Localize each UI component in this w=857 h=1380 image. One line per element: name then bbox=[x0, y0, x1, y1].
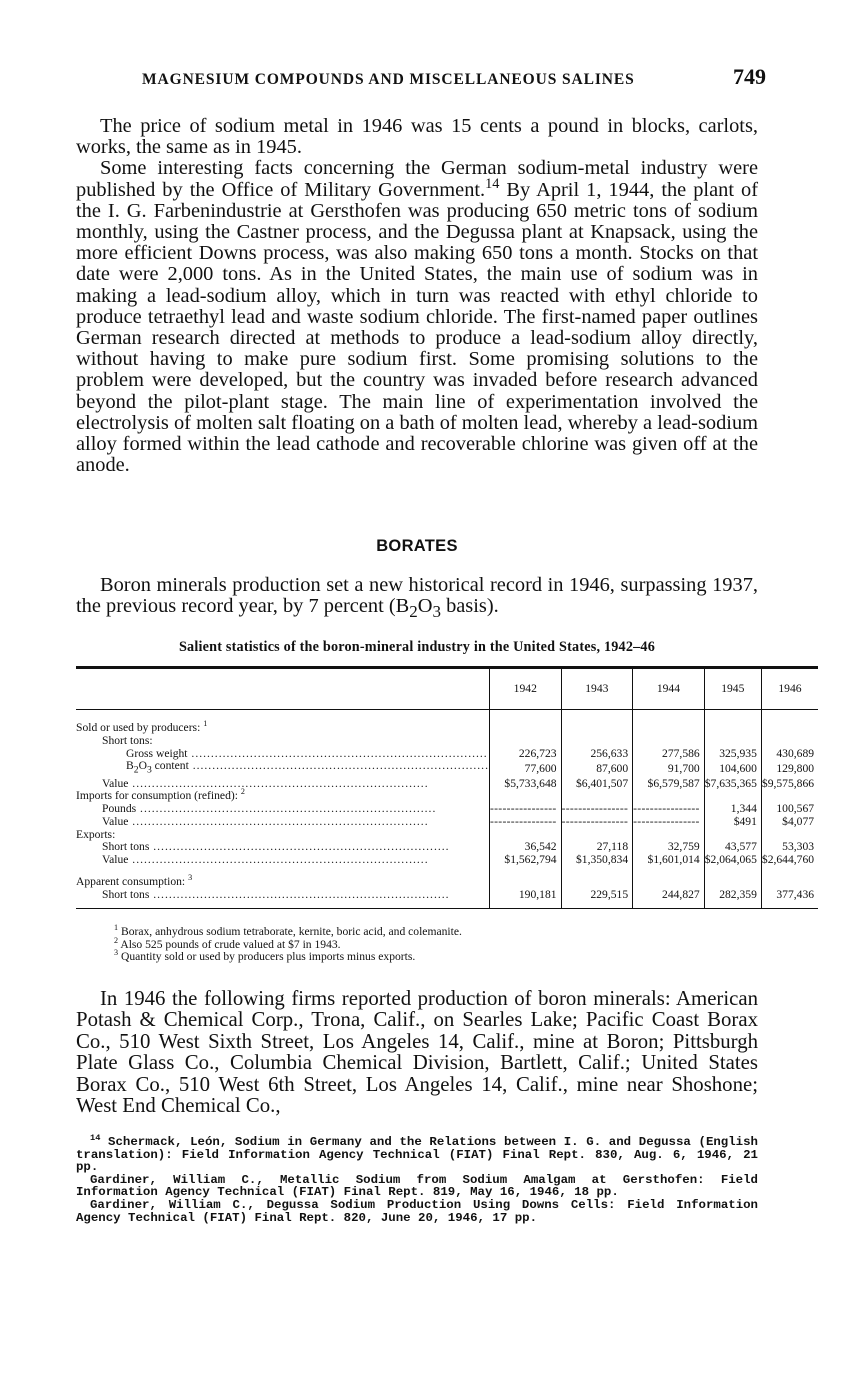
formula-o: O bbox=[417, 595, 433, 618]
table-cell: $491 bbox=[704, 816, 761, 829]
table-cell: 43,577 bbox=[704, 841, 761, 854]
table-cell-empty bbox=[633, 816, 705, 829]
table-row bbox=[76, 816, 818, 829]
table-cell: 36,542 bbox=[489, 841, 561, 854]
table-cell-empty bbox=[489, 803, 561, 816]
footnote-14: $^{14}$ Schermack, León, Sodium in Germany and the Relations between I. G. and Degussa (English translation): Field Information Agency Technical (FIAT) Final Rept. 830, Aug. 6, 1946, 21 pp. bbox=[76, 1132, 758, 1175]
paragraph-boron-firms: In 1946 the following firms reported production of boron minerals: American Potash & Chemical Corp., Trona, Calif., on Searles Lake; Pacific Coast Borax Co., 510 West Sixth Street, Los Angeles 14, Calif., mine at Boron; Pittsburgh Plate Glass Co., Columbia Chemical Division, Bartlett, Calif.; United States Borax Co., 510 West 6th Street, Los Angeles 14, Calif., mine near Shoshone; West End Chemical Co., bbox=[76, 987, 758, 1118]
footnote-entry: Gardiner, William C., Degussa Sodium Production Using Downs Cells: Field Information Agency Technical (FIAT) Final Rept. 820, June 20, 1946, 17 pp. bbox=[76, 1197, 758, 1225]
column-header: 1942 bbox=[489, 668, 561, 710]
note-ref: 1 bbox=[203, 719, 208, 729]
table-row bbox=[76, 829, 818, 842]
running-title: MAGNESIUM COMPOUNDS AND MISCELLANEOUS SALINES bbox=[142, 71, 635, 88]
footnotes bbox=[76, 1132, 758, 1225]
table-note: $^2$ Also 525 pounds of crude valued at $7 in 1943. bbox=[114, 935, 341, 951]
table-cell: $6,401,507 bbox=[561, 778, 633, 791]
table-note: $^3$ Quantity sold or used by producers plus imports minus exports. bbox=[114, 948, 416, 964]
table-cell: $2,064,065 bbox=[704, 854, 761, 867]
header-stub bbox=[76, 668, 489, 710]
table-cell: $1,601,014 bbox=[633, 854, 705, 867]
paragraph-german-sodium-start: Some interesting facts concerning the German sodium-metal industry were published by the Office of Military Government. bbox=[76, 157, 758, 201]
table-cell: 1,344 bbox=[704, 803, 761, 816]
table-note: $^1$ Borax, anhydrous sodium tetraborate, kernite, boric acid, and colemanite. bbox=[114, 923, 462, 938]
table-cell: 129,800 bbox=[761, 760, 818, 777]
subscript: 2 bbox=[409, 602, 418, 622]
row-label: Value ..... bbox=[76, 816, 489, 829]
table-cell: 430,689 bbox=[761, 748, 818, 761]
table-cell-empty bbox=[561, 816, 633, 829]
table-cell: 190,181 bbox=[489, 889, 561, 908]
boron-record-text: Boron minerals production set a new historical record in 1946, surpassing 1937, the previous record year, by 7 percent (B bbox=[76, 574, 758, 618]
paragraph-boron-record bbox=[76, 575, 758, 622]
footnote-entry: Gardiner, William C., Metallic Sodium from Sodium Amalgam at Gersthofen: Field Information Agency Technical (FIAT) Final Rept. 819, May 16, 1946, 18 pp. bbox=[76, 1172, 758, 1200]
boron-record-end: basis). bbox=[440, 595, 499, 618]
table-cell: 325,935 bbox=[704, 748, 761, 761]
subscript: 3 bbox=[432, 602, 441, 622]
table-row bbox=[76, 760, 818, 777]
table-cell: 53,303 bbox=[761, 841, 818, 854]
table-cell-empty bbox=[633, 803, 705, 816]
table-caption: Salient statistics of the boron-mineral industry in the United States, 1942–46 bbox=[178, 639, 656, 655]
boron-statistics-table bbox=[76, 666, 818, 909]
table-cell: $1,350,834 bbox=[561, 854, 633, 867]
table-row bbox=[76, 735, 818, 748]
paragraph-sodium-price: The price of sodium metal in 1946 was 15 cents a pound in blocks, carlots, works, the same as in 1945. bbox=[76, 115, 758, 159]
table-cell: 229,515 bbox=[561, 889, 633, 908]
table-row bbox=[76, 889, 818, 908]
table-row bbox=[76, 803, 818, 816]
table-cell: 91,700 bbox=[633, 760, 705, 777]
table-cell: 377,436 bbox=[761, 889, 818, 908]
table-cell: 226,723 bbox=[489, 748, 561, 761]
row-label: Imports for consumption (refined): $^2$ bbox=[76, 787, 245, 803]
table-row bbox=[76, 854, 818, 867]
table-cell-empty bbox=[489, 816, 561, 829]
table-row bbox=[76, 876, 818, 889]
table-cell: 277,586 bbox=[633, 748, 705, 761]
table-cell-empty bbox=[561, 803, 633, 816]
body-text-top bbox=[76, 116, 758, 476]
page-number: 749 bbox=[733, 64, 766, 89]
note-ref: 2 bbox=[240, 787, 245, 797]
row-label: Sold or used by producers: $^1$ bbox=[76, 719, 208, 734]
footnote-ref-14[interactable]: 14 bbox=[485, 175, 500, 192]
row-label: Value ..... bbox=[76, 778, 489, 791]
table-cell: $9,575,866 bbox=[761, 778, 818, 791]
footnote-mark: 14 bbox=[90, 1132, 101, 1143]
paragraph-german-sodium bbox=[76, 158, 758, 476]
section-heading-borates: BORATES bbox=[376, 537, 458, 555]
column-header: 1945 bbox=[704, 668, 761, 710]
column-header: 1944 bbox=[633, 668, 705, 710]
table-cell: $2,644,760 bbox=[761, 854, 818, 867]
body-text-firms bbox=[76, 988, 758, 1116]
table-cell: 244,827 bbox=[633, 889, 705, 908]
table-cell: $5,733,648 bbox=[489, 778, 561, 791]
table-row bbox=[76, 790, 818, 803]
table-cell: $4,077 bbox=[761, 816, 818, 829]
row-label: Gross weight ..... bbox=[76, 748, 489, 761]
column-header: 1946 bbox=[761, 668, 818, 710]
running-head bbox=[76, 64, 766, 94]
table-cell: 77,600 bbox=[489, 760, 561, 777]
row-label: Short tons ..... bbox=[76, 889, 489, 908]
row-label: Short tons ..... bbox=[76, 841, 489, 854]
table-row bbox=[76, 748, 818, 761]
table-cell: 256,633 bbox=[561, 748, 633, 761]
row-label: Value ..... bbox=[76, 854, 489, 867]
table-cell: $1,562,794 bbox=[489, 854, 561, 867]
row-label: Short tons: bbox=[102, 733, 153, 747]
column-header: 1943 bbox=[561, 668, 633, 710]
table-header-row bbox=[76, 668, 818, 710]
paragraph-german-sodium-rest: By April 1, 1944, the plant of the I. G. Farbenindustrie at Gersthofen was producing 650 metric tons of sodium monthly, using the Castner process, and the Degussa plant at Knapsack, using the more efficient Downs process, was also making 650 tons a month. Stocks on that date were 2,000 tons. As in the United States, the main use of sodium was in making a lead-sodium alloy, which in turn was reacted with ethyl chloride to produce tetraethyl lead and waste sodium chloride. The first-named paper outlines German research directed at methods to produce a lead-sodium alloy directly, without having to make pure sodium first. Some promising solutions to the problem were developed, but the country was invaded before research advanced beyond the pilot-plant stage. The main line of experimentation involved the electrolysis of molten salt floating on a bath of molten lead, whereby a lead-sodium alloy formed within the lead cathode and recoverable chlorine was given off at the anode. bbox=[76, 178, 758, 477]
row-label: $B_2O_3$ content ..... bbox=[76, 760, 489, 777]
table-cell: $6,579,587 bbox=[633, 778, 705, 791]
row-label: Apparent consumption: $^3$ bbox=[76, 873, 193, 889]
table-cell: 27,118 bbox=[561, 841, 633, 854]
table-cell: 87,600 bbox=[561, 760, 633, 777]
table-cell: $7,635,365 bbox=[704, 778, 761, 791]
row-label: Pounds ..... bbox=[76, 803, 489, 816]
table-row bbox=[76, 722, 818, 735]
note-ref: 3 bbox=[188, 873, 193, 883]
table-notes bbox=[114, 923, 462, 964]
row-label: Exports: bbox=[76, 827, 116, 841]
table-cell: 100,567 bbox=[761, 803, 818, 816]
table-cell: 282,359 bbox=[704, 889, 761, 908]
table-cell: 104,600 bbox=[704, 760, 761, 777]
table-cell: 32,759 bbox=[633, 841, 705, 854]
body-text-borates bbox=[76, 575, 758, 622]
